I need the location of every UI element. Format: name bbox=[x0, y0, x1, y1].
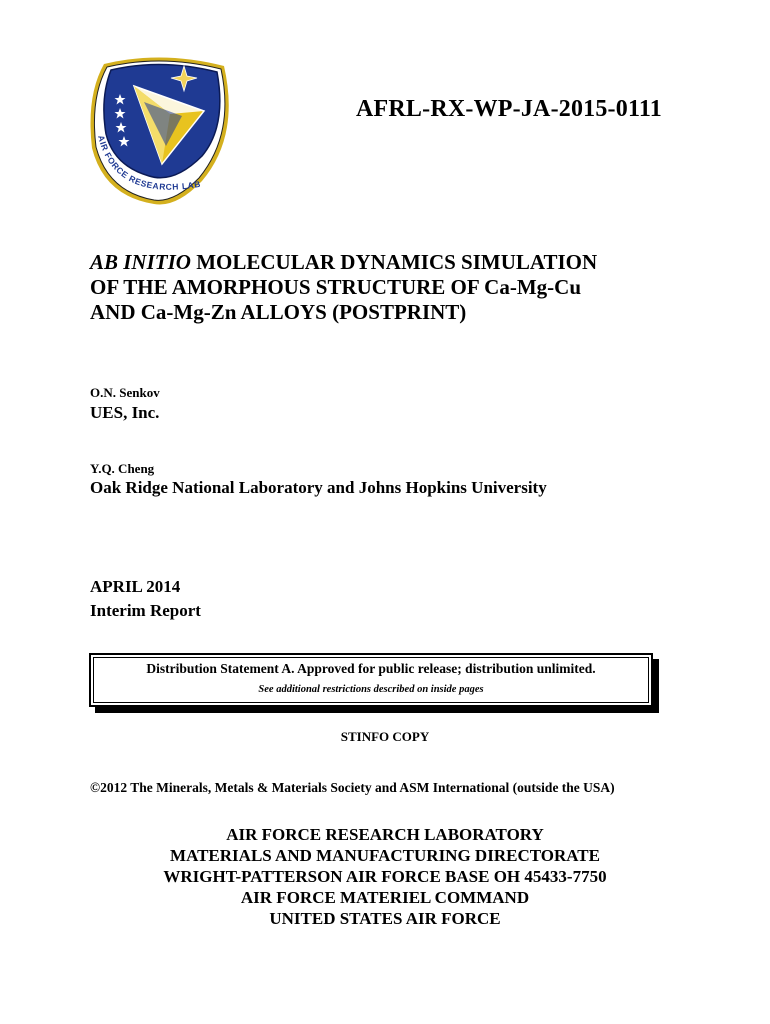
organization-line: AIR FORCE MATERIEL COMMAND bbox=[240, 888, 530, 907]
author-name: Y.Q. Cheng bbox=[90, 461, 155, 476]
stinfo-label: STINFO COPY bbox=[340, 729, 430, 744]
document-title bbox=[90, 250, 730, 325]
logo-ring-text: AIR FORCE RESEARCH LAB bbox=[96, 134, 202, 192]
afrl-shield-logo bbox=[84, 56, 240, 206]
organization-line: WRIGHT-PATTERSON AIR FORCE BASE OH 45433-7750 bbox=[163, 867, 607, 886]
title-line-2: OF THE AMORPHOUS STRUCTURE OF Ca-Mg-Cu bbox=[90, 275, 581, 299]
report-type: Interim Report bbox=[90, 601, 201, 620]
report-number: AFRL-RX-WP-JA-2015-0111 bbox=[356, 96, 662, 122]
distribution-note: See additional restrictions described on inside pages bbox=[258, 684, 484, 695]
organization-line: AIR FORCE RESEARCH LABORATORY bbox=[226, 825, 544, 844]
title-line-1-rest: MOLECULAR DYNAMICS SIMULATION bbox=[190, 250, 598, 274]
title-italic-part: AB INITIO bbox=[90, 250, 191, 274]
copyright-notice: ©2012 The Minerals, Metals & Materials Society and ASM International (outside the USA) bbox=[90, 780, 615, 795]
title-line-3: AND Ca-Mg-Zn ALLOYS (POSTPRINT) bbox=[90, 300, 467, 324]
distribution-statement: Distribution Statement A. Approved for public release; distribution unlimited. bbox=[146, 661, 596, 676]
author-organization: Oak Ridge National Laboratory and Johns Hopkins University bbox=[90, 478, 547, 497]
report-date: APRIL 2014 bbox=[90, 577, 181, 596]
afrl-shield-icon bbox=[84, 56, 240, 206]
organization-line: MATERIALS AND MANUFACTURING DIRECTORATE bbox=[170, 846, 600, 865]
distribution-statement-box bbox=[89, 653, 653, 707]
title-line-1 bbox=[90, 250, 730, 275]
author-organization: UES, Inc. bbox=[90, 403, 160, 422]
organization-line: UNITED STATES AIR FORCE bbox=[269, 909, 501, 928]
organization-block bbox=[0, 824, 770, 929]
author-name: O.N. Senkov bbox=[90, 385, 160, 400]
